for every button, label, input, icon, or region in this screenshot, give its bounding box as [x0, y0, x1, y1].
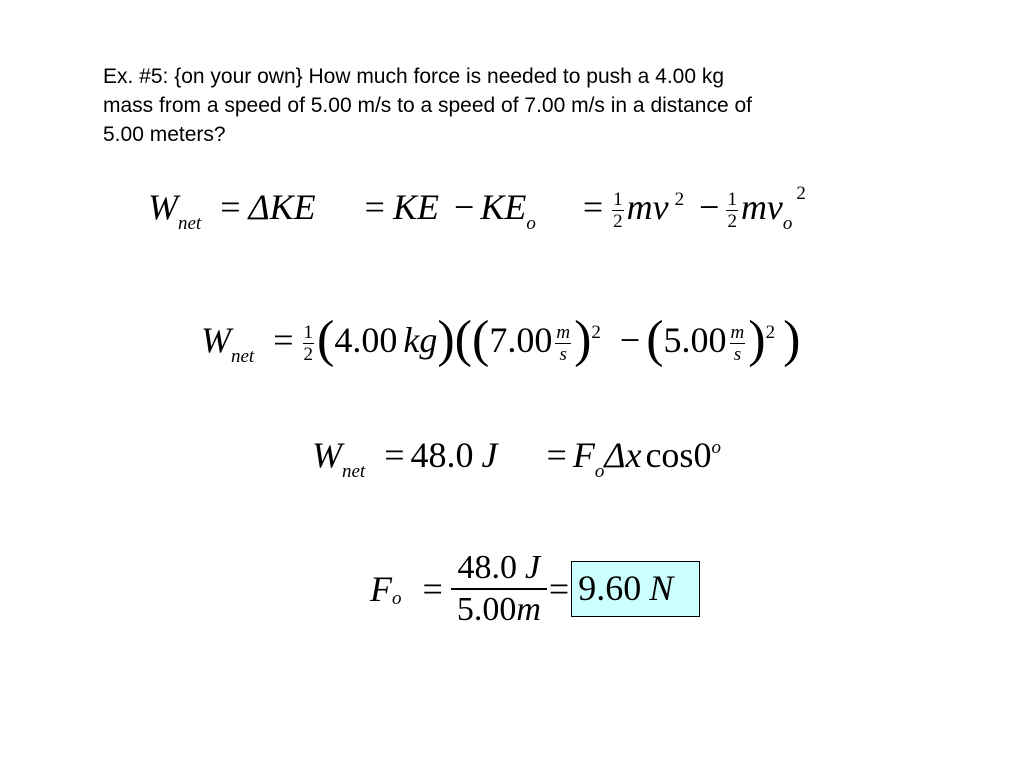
equals-sign: =	[582, 187, 604, 227]
problem-line-2: mass from a speed of 5.00 m/s to a speed of 7.00 m/s in a distance of	[103, 94, 753, 117]
numerator: m	[556, 322, 571, 344]
mv-initial-term: mv	[740, 187, 783, 227]
half-fraction	[726, 189, 738, 232]
denominator: 2	[613, 211, 623, 233]
problem-line-1: Ex. #5: {on your own} How much force is needed to push a 4.00 kg	[103, 65, 725, 88]
half-fraction	[303, 322, 315, 365]
work-value: 48.0	[457, 549, 518, 586]
minus-sign: −	[699, 187, 720, 227]
force-symbol: F	[370, 569, 392, 609]
left-paren: (	[472, 311, 490, 368]
equals-sign: =	[546, 435, 567, 475]
answer-unit: N	[649, 568, 674, 608]
numerator: 1	[303, 322, 314, 344]
equation-work-energy	[148, 183, 806, 234]
left-paren: (	[646, 311, 664, 368]
squared-exponent: 2	[765, 322, 776, 343]
numerator: 1	[727, 189, 737, 211]
equation-work-result	[312, 434, 721, 482]
speed-unit-fraction	[730, 322, 746, 365]
initial-subscript: o	[526, 213, 536, 234]
equals-sign: =	[422, 569, 443, 609]
equals-sign: =	[273, 320, 294, 360]
right-paren: )	[748, 311, 766, 368]
problem-statement	[103, 62, 923, 149]
work-symbol: W	[201, 320, 231, 360]
minus-sign: −	[619, 320, 641, 360]
equation-substitution	[201, 306, 801, 368]
ke-initial: KE	[480, 187, 527, 227]
squared-exponent: 2	[796, 183, 806, 204]
answer-value: 9.60	[578, 568, 642, 608]
left-paren: (	[454, 311, 472, 368]
equation-force-result	[370, 548, 700, 630]
mass-unit: kg	[403, 320, 438, 360]
net-subscript: net	[231, 346, 255, 367]
force-subscript: o	[392, 588, 402, 609]
equals-sign: =	[364, 187, 385, 227]
mass-value: 4.00	[334, 320, 398, 360]
work-value: 48.0	[410, 435, 474, 475]
denominator: 2	[727, 211, 737, 233]
distance-unit: m	[516, 591, 541, 628]
left-paren: (	[317, 311, 335, 368]
right-paren: )	[574, 311, 592, 368]
right-paren: )	[783, 311, 801, 368]
net-subscript: net	[178, 213, 202, 234]
equals-sign: =	[220, 187, 241, 227]
initial-subscript: o	[782, 213, 793, 234]
net-subscript: net	[342, 461, 366, 482]
work-unit: J	[525, 549, 541, 586]
squared-exponent: 2	[591, 322, 601, 343]
work-symbol: W	[312, 435, 342, 475]
speed-unit-fraction	[555, 322, 571, 365]
denominator: 2	[303, 344, 314, 366]
initial-speed-value: 5.00	[663, 320, 727, 360]
denominator: s	[559, 344, 567, 366]
distance-value: 5.00	[456, 591, 517, 628]
problem-line-3: 5.00 meters?	[103, 123, 226, 146]
answer-box	[571, 561, 700, 617]
denominator	[451, 590, 547, 630]
ke-final: KE	[392, 187, 439, 227]
numerator: m	[730, 322, 745, 344]
squared-exponent: 2	[674, 189, 685, 210]
force-symbol: F	[572, 435, 595, 475]
numerator: 1	[613, 189, 623, 211]
delta-ke: ΔKE	[248, 187, 316, 227]
equals-sign: =	[548, 569, 570, 609]
angle-value: 0	[693, 435, 712, 475]
numerator	[451, 548, 547, 590]
displacement: Δx	[604, 435, 642, 475]
equals-sign: =	[384, 435, 405, 475]
mv-term: mv	[626, 187, 669, 227]
work-symbol: W	[148, 187, 178, 227]
half-fraction	[612, 189, 624, 232]
denominator: s	[733, 344, 742, 366]
minus-sign: −	[454, 187, 475, 227]
right-paren: )	[437, 311, 455, 368]
work-unit: J	[481, 435, 498, 475]
final-speed-value: 7.00	[489, 320, 553, 360]
force-subscript: o	[594, 461, 605, 482]
cosine: cos	[645, 435, 694, 475]
force-fraction	[451, 548, 547, 630]
degree-symbol: o	[711, 437, 721, 458]
